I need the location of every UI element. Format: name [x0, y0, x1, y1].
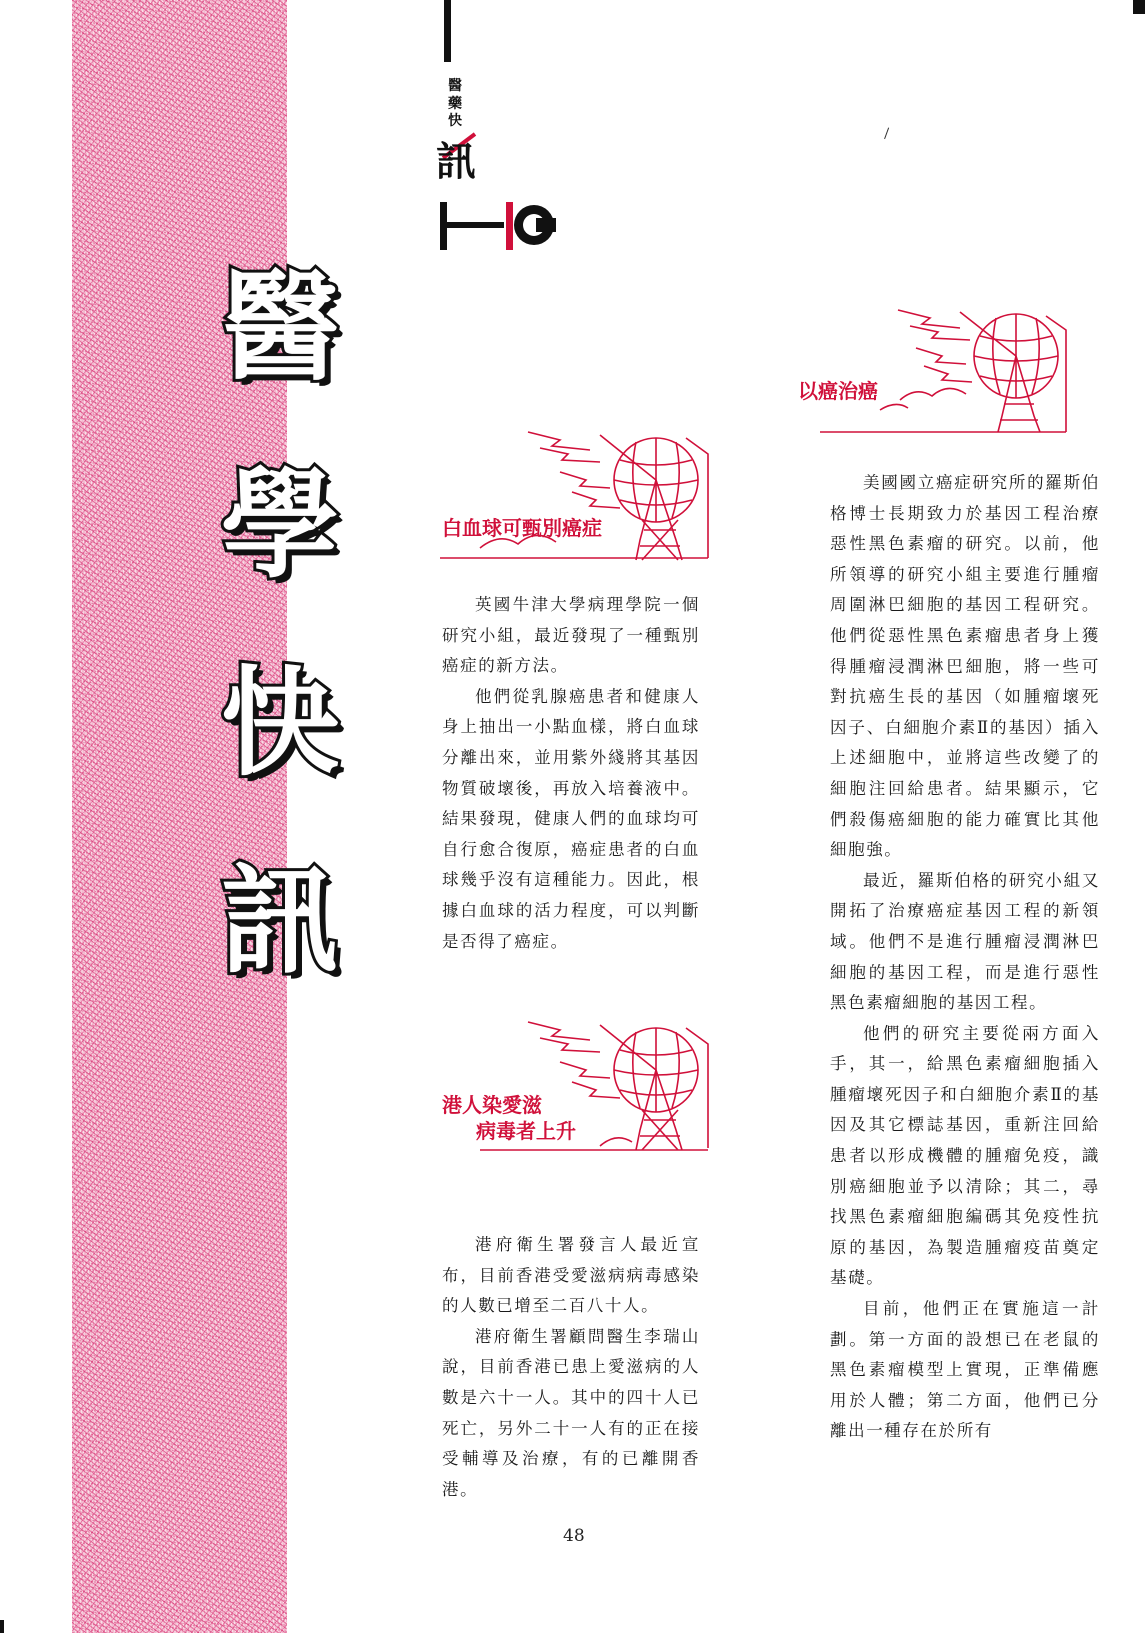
- logo-char: 藥: [448, 95, 462, 112]
- section-label-line: 白血球可甄別癌症: [442, 516, 602, 540]
- logo-char: 快: [448, 113, 462, 129]
- section-label: [798, 378, 878, 404]
- section-label-line: 以癌治癌: [798, 379, 878, 403]
- paragraph: 港府衛生署發言人最近宣布，目前香港受愛滋病病毒感染的人數已增至二百八十人。: [442, 1235, 700, 1316]
- paragraph: 他們從乳腺癌患者和健康人身上抽出一小點血樣，將白血球分離出來，並用紫外綫將其基因物質破壞後，再放入培養液中。結果發現，健康人們的血球均可自行愈合復原，癌症患者的白血球幾乎沒有這種能力。因此，根據白血球的活力程度，可以判斷是否得了癌症。: [442, 686, 700, 951]
- column-logo: [436, 0, 576, 270]
- paragraph: 目前，他們正在實施這一計劃。第一方面的設想已在老鼠的黑色素瘤模型上實現，正準備應用於人體；第二方面，他們已分離出一種存在於所有: [830, 1299, 1100, 1441]
- logo-emblem-icon: [436, 202, 566, 252]
- paragraph: 港府衛生署顧問醫生李瑞山說，目前香港已患上愛滋病的人數是六十一人。其中的四十人已死亡，另外二十一人有的正在接受輔導及治療，有的已離開香港。: [442, 1326, 700, 1499]
- logo-big-char: 訊: [436, 139, 476, 185]
- paragraph: 最近，羅斯伯格的研究小組又開拓了治療癌症基因工程的新領域。他們不是進行腫瘤浸潤淋巴細胞的基因工程，而是進行惡性黑色素瘤細胞的基因工程。: [830, 870, 1100, 1013]
- section-header-hk-aids: [440, 1010, 730, 1170]
- radar-antenna-icon: [440, 420, 730, 580]
- radar-antenna-icon: [820, 300, 1110, 450]
- section-label: [442, 515, 602, 541]
- page-number: 48: [563, 1526, 585, 1546]
- section-label-line: 港人染愛滋: [442, 1093, 542, 1117]
- title-char: 快: [220, 654, 339, 792]
- section-label-line: 病毒者上升: [476, 1119, 576, 1143]
- title-char: 學: [220, 456, 339, 594]
- section-header-cancer-treatment: [798, 300, 1110, 450]
- article-white-blood-cells: [442, 590, 700, 957]
- logo-char: 醫: [448, 78, 462, 94]
- article-hk-aids: [442, 1230, 700, 1505]
- radar-antenna-icon: [440, 1010, 730, 1170]
- paragraph: 英國牛津大學病理學院一個研究小組，最近發現了一種甄別癌症的新方法。: [442, 595, 700, 676]
- scan-edge-mark: [0, 1620, 4, 1633]
- title-char: 訊: [220, 852, 339, 990]
- paragraph: 他們的研究主要從兩方面入手，其一，給黑色素瘤細胞插入腫瘤壞死因子和白細胞介素Ⅱ的基因及其它標誌基因，重新注回給患者以形成機體的腫瘤免疫，識別癌細胞並予以清除；其二，尋找黑色素瘤細胞編碼其免疫性抗原的基因，為製造腫瘤疫苗奠定基礎。: [830, 1023, 1100, 1288]
- logo-bar: [444, 0, 451, 62]
- section-label: [442, 1092, 576, 1144]
- logo-stack-text: [440, 78, 470, 131]
- scan-corner-mark: [1133, 0, 1145, 14]
- article-cancer-treatment: [830, 468, 1100, 1447]
- vertical-title: [205, 258, 355, 1060]
- scan-mark: [884, 128, 893, 141]
- paragraph: 美國國立癌症研究所的羅斯伯格博士長期致力於基因工程治療惡性黑色素瘤的研究。以前，他所領導的研究小組主要進行腫瘤周圍淋巴細胞的基因工程研究。他們從惡性黑色素瘤患者身上獲得腫瘤浸潤淋巴細胞，將一些可對抗癌生長的基因（如腫瘤壞死因子、白細胞介素Ⅱ的基因）插入上述細胞中，並將這些改變了的細胞注回給患者。結果顯示，它們殺傷癌細胞的能力確實比其他細胞強。: [830, 473, 1100, 860]
- title-char: 醫: [220, 258, 339, 396]
- section-header-white-blood-cells: [440, 420, 730, 580]
